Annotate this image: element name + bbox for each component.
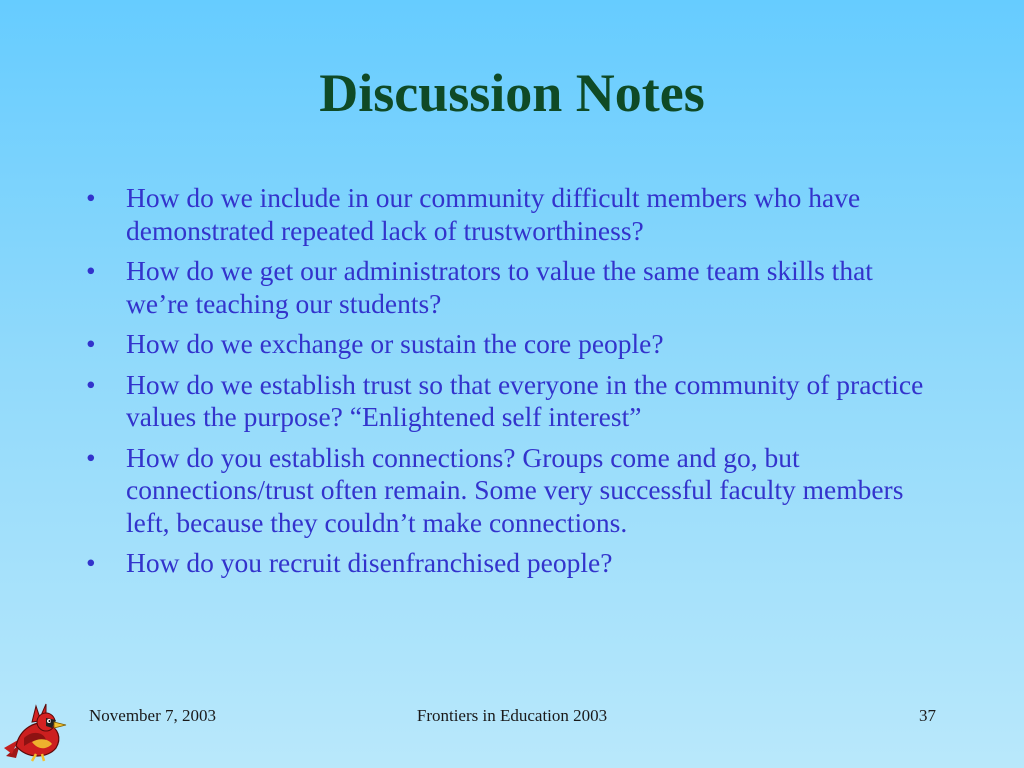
slide-footer <box>0 706 1024 730</box>
footer-date: November 7, 2003 <box>89 706 217 725</box>
bullet-item <box>86 442 936 540</box>
bullet-text: How do we include in our community difficult members who have demonstrated repeated lack of trustworthiness? <box>126 182 861 246</box>
bullet-text: How do we get our administrators to value the same team skills that we’re teaching our students? <box>126 255 873 319</box>
bullet-marker: • <box>86 255 96 286</box>
bullet-item <box>86 328 936 361</box>
bullet-item <box>86 547 936 580</box>
bullet-item <box>86 369 936 434</box>
bullet-marker: • <box>86 547 96 578</box>
bullet-marker: • <box>86 368 96 400</box>
bullet-item <box>86 182 936 247</box>
bullet-text: How do we exchange or sustain the core people? <box>126 328 664 359</box>
bullet-list <box>86 182 936 588</box>
bullet-text: How do you establish connections? Groups come and go, but connections/trust often remain. Some very successful faculty members left, because they couldn’t make connections. <box>126 441 904 538</box>
bullet-text: How do we establish trust so that everyone in the community of practice values the purpose? “Enlightened self interest” <box>126 368 924 432</box>
bullet-marker: • <box>86 182 96 213</box>
bullet-marker: • <box>86 441 96 473</box>
footer-conference: Frontiers in Education 2003 <box>416 706 608 725</box>
page-number: 37 <box>919 706 936 725</box>
bullet-item <box>86 255 936 320</box>
slide-title: Discussion Notes <box>319 63 705 123</box>
bullet-marker: • <box>86 328 96 359</box>
bullet-text: How do you recruit disenfranchised people? <box>126 547 613 578</box>
